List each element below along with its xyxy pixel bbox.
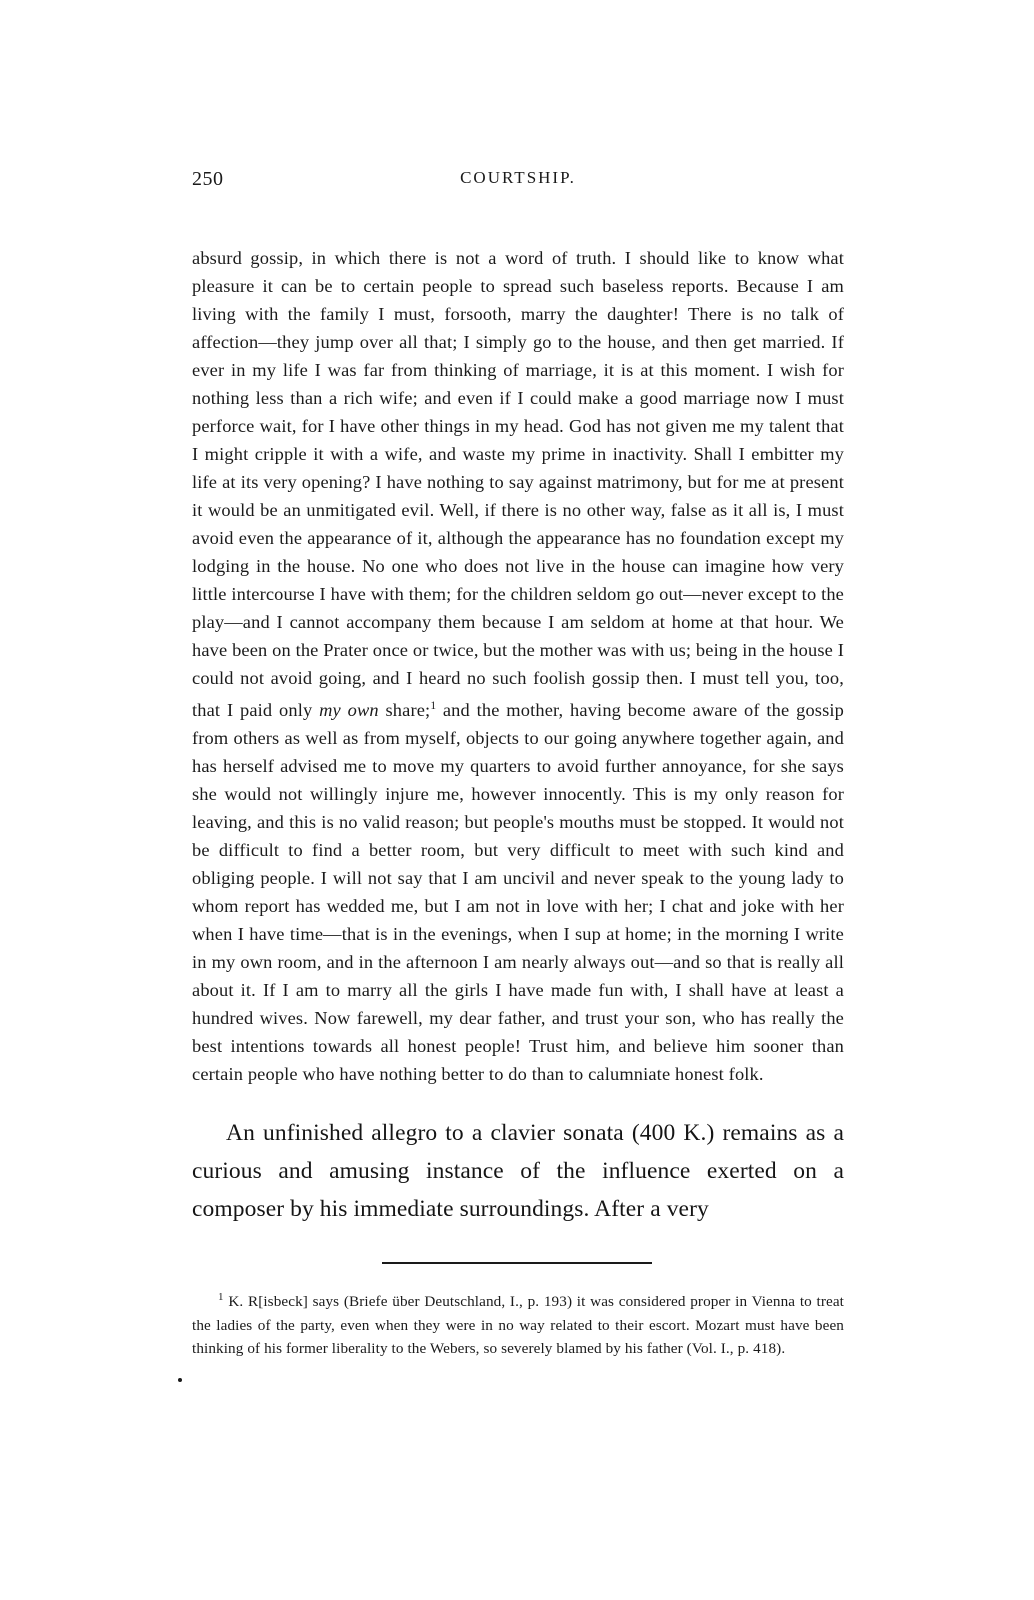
stray-ink-dot xyxy=(178,1378,182,1382)
running-head: COURTSHIP. xyxy=(460,168,576,187)
footnote-rule xyxy=(382,1262,652,1264)
page-header xyxy=(192,168,844,202)
second-paragraph xyxy=(192,1114,844,1228)
body-italic-phrase: my own xyxy=(319,700,379,721)
footnote xyxy=(192,1286,844,1361)
footnote-number: 1 xyxy=(218,1291,224,1304)
body-text-part-3: and the mother, having become aware of the gossip from others as well as from myself, objects to our going anywhere together again, and has herself advised me to move my quarters to avoid further annoyance, for she says she would not willingly injure me, however innocently. This is my only reason for leaving, and this is no valid reason; but people's mouths must be stopped. It would not be difficult to find a better room, but very difficult to meet with such kind and obliging people. I will not say that I am uncivil and never speak to the young lady to whom report has wedded me, but I am not in love with her; I chat and joke with her when I have time—that is in the evenings, when I sup at home; in the morning I write in my own room, and in the afternoon I am nearly always out—and so that is really all about it. If I am to marry all the girls I have made fun with, I shall have at least a hundred wives. Now farewell, my dear father, and trust your son, who has really the best intentions towards all honest people! Trust him, and believe him sooner than certain people who have nothing better to do than to calumniate honest folk. xyxy=(192,700,845,1085)
body-text-part-2: share; xyxy=(378,700,431,721)
body-text-part-1: absurd gossip, in which there is not a word of truth. I should like to know what pleasure it can be to certain people to spread such baseless reports. Because I am living with the family I must, forsooth, marry the daughter! There is no talk of affection—they jump over all that; I simply go to the house, and then get married. If ever in my life I was far from thinking of marriage, it is at this moment. I wish for nothing less than a rich wife; and even if I could make a good marriage now I must perforce wait, for I have other things in my head. God has not given me my talent that I might cripple it with a wife, and waste my prime in inactivity. Shall I embitter my life at its very opening? I have nothing to say against matrimony, but for me at present it would be an unmitigated evil. Well, if there is no other way, false as it all is, I must avoid even the appearance of it, although the appearance has no foundation except my lodging in the house. No one who does not live in the house can imagine how very little intercourse I have with them; for the children seldom go out—never except to the play—and I cannot accompany them because I am seldom at home at that hour. We have been on the Prater once or twice, but the mother was with us; being in the house I could not avoid going, and I heard no such foolish gossip then. I must tell you, too, that I paid only xyxy=(192,248,844,721)
footnote-text: K. R[isbeck] says (Briefe über Deutschland, I., p. 193) it was considered proper in Vienna to treat the ladies of the party, even when they were in no way related to their escort. Mozart must have been thinking of his former liberality to the Webers, so severely blamed by his father (Vol. I., p. 418). xyxy=(192,1293,844,1358)
folio-number: 250 xyxy=(192,168,224,190)
second-paragraph-text: An unfinished allegro to a clavier sonata (400 K.) remains as a curious and amusing instance of the influence exerted on a composer by his immediate surroundings. After a very xyxy=(192,1120,844,1223)
body-paragraph xyxy=(192,244,844,1088)
footnote-reference-marker: 1 xyxy=(430,700,437,712)
page-content xyxy=(192,168,844,1361)
